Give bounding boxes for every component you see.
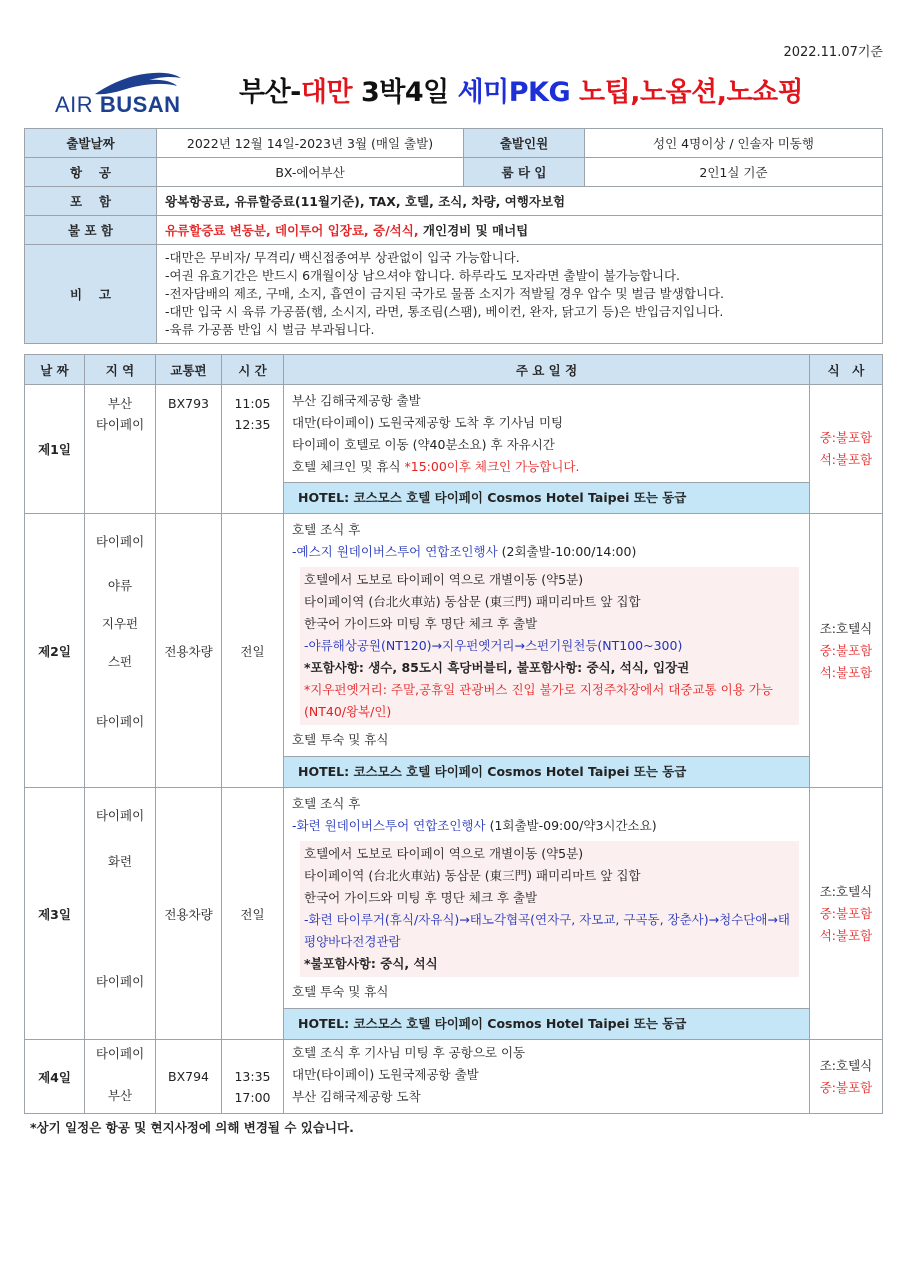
day1-regions [85, 385, 156, 514]
region: 부산 [107, 396, 133, 411]
tour-name: -예스지 원데이버스투어 연합조인행사 [292, 544, 498, 559]
meal: 중:불포함 [819, 1079, 873, 1095]
excl-red: 유류할증료 변동분, 데이투어 입장료, 중/석식, [165, 223, 419, 238]
box-line: 타이페이역 (台北火車站) 동삼문 (東三門) 패미리마트 앞 집합 [304, 594, 641, 609]
meal: 중:불포함 [819, 642, 873, 658]
checkin-note: *15:00이후 체크인 가능합니다. [404, 459, 580, 474]
time: 17:00 [234, 1089, 271, 1105]
day3-main [284, 788, 810, 1040]
checkin-line [284, 456, 809, 478]
region: 타이페이 [95, 417, 145, 432]
meal: 중:불포함 [819, 905, 873, 921]
sched-line: 호텔 조식 후 기사님 미팅 후 공항으로 이동 [292, 1045, 526, 1060]
excl-label: 불 포 함 [25, 216, 157, 245]
box-line: 한국어 가이드와 미팅 후 명단 체크 후 출발 [304, 616, 538, 631]
excl [157, 216, 883, 245]
meal: 중:불포함 [819, 430, 873, 445]
day1-main [284, 385, 810, 514]
schedule-table [24, 354, 883, 1114]
transport: 전용차량 [156, 788, 222, 1040]
logo-busan: BUSAN [99, 92, 181, 117]
memo-label: 비 고 [25, 245, 157, 344]
excl-black: 개인경비 및 매너팁 [418, 223, 529, 238]
sched-line: 호텔 조식 후 [292, 796, 361, 811]
memo [157, 245, 883, 344]
day3-regions [85, 788, 156, 1040]
memo-line: -육류 가공품 반입 시 벌금 부과됩니다. [165, 322, 375, 337]
head-time: 시 간 [222, 355, 284, 385]
transport: BX793 [156, 385, 222, 514]
warning-note: *지우펀옛거리: 주말,공휴일 관광버스 진입 불가로 지정주차장에서 대중교통 이용 가능 (NT40/왕복/인) [304, 682, 773, 719]
region: 화련 [107, 854, 133, 869]
room-label: 룸 타 입 [464, 158, 585, 187]
region: 타이페이 [95, 714, 145, 729]
day4-regions [85, 1040, 156, 1114]
sched-line: 부산 김해국제공항 도착 [292, 1089, 421, 1104]
title-part4: 세미PKG [457, 77, 571, 108]
transport: BX794 [156, 1040, 222, 1114]
box-line: 호텔에서 도보로 타이페이 역으로 개별이동 (약5분) [304, 572, 584, 587]
date-reference: 2022.11.07기준 [783, 45, 883, 60]
head-meal: 식 사 [810, 355, 883, 385]
day-label: 제4일 [25, 1040, 85, 1114]
meal: 석:불포함 [819, 452, 873, 467]
sched-line: 호텔 투숙 및 휴식 [292, 732, 389, 747]
meal: 조:호텔식 [819, 620, 873, 636]
hotel-bar: HOTEL: 코스모스 호텔 타이페이 Cosmos Hotel Taipei 또는 동급 [284, 482, 809, 513]
time: 12:35 [234, 417, 271, 432]
box-line: 타이페이역 (台北火車站) 동삼문 (東三門) 패미리마트 앞 집합 [304, 868, 641, 883]
time: 전일 [222, 514, 284, 788]
day2-row [25, 514, 883, 788]
page-title [239, 70, 803, 109]
hotel-bar: HOTEL: 코스모스 호텔 타이페이 Cosmos Hotel Taipei 또는 동급 [284, 1008, 809, 1039]
meal: 석:불포함 [819, 927, 873, 943]
day-label: 제3일 [25, 788, 85, 1040]
title-part3: 3박4일 [352, 77, 458, 108]
region: 지우펀 [101, 616, 139, 631]
air: BX-에어부산 [157, 158, 464, 187]
exclude-note: *불포함사항: 중식, 석식 [304, 956, 438, 971]
day3-row [25, 788, 883, 1040]
tour-info: (2회출발-10:00/14:00) [497, 544, 637, 559]
logo-text [55, 92, 181, 118]
meeting-box [300, 567, 799, 725]
day4-times [222, 1040, 284, 1114]
head-region: 지 역 [85, 355, 156, 385]
day1-row [25, 385, 883, 514]
sched-line: 대만(타이페이) 도원국제공항 출발 [292, 1067, 479, 1082]
pax-label: 출발인원 [464, 129, 585, 158]
pax: 성인 4명이상 / 인솔자 미동행 [585, 129, 883, 158]
meal: 석:불포함 [819, 664, 873, 680]
meeting-box [300, 841, 799, 977]
incl-label: 포 함 [25, 187, 157, 216]
checkin: 호텔 체크인 및 휴식 [292, 459, 405, 474]
air-label: 항 공 [25, 158, 157, 187]
region: 부산 [107, 1088, 133, 1103]
title-part2: 대만 [300, 77, 353, 108]
memo-line: -전자담배의 제조, 구매, 소지, 흡연이 금지된 국가로 물품 소지가 적발될 경우 압수 및 벌금 발생합니다. [165, 286, 725, 301]
route-line: -야류해상공원(NT120)→지우펀옛거리→스펀기원천등(NT100~300) [304, 638, 683, 653]
head-main: 주 요 일 정 [284, 355, 810, 385]
day4-main [284, 1040, 810, 1114]
meal: 조:호텔식 [819, 883, 873, 899]
region: 타이페이 [95, 534, 145, 549]
day3-meals [810, 788, 883, 1040]
day2-meals [810, 514, 883, 788]
day1-meals [810, 385, 883, 514]
region: 야류 [107, 578, 133, 593]
box-line: 호텔에서 도보로 타이페이 역으로 개별이동 (약5분) [304, 846, 584, 861]
depart-date: 2022년 12월 14일-2023년 3월 (매일 출발) [157, 129, 464, 158]
room: 2인1실 기준 [585, 158, 883, 187]
head-day: 날 짜 [25, 355, 85, 385]
sched-line: 타이페이 호텔로 이동 (약40분소요) 후 자유시간 [292, 437, 555, 452]
region: 타이페이 [95, 974, 145, 989]
route-line: -화련 타이루거(휴식/자유식)→태노각협곡(연자구, 자모교, 구곡동, 장춘사)→청수단애→태평양바다전경관람 [304, 912, 790, 949]
day1-times [222, 385, 284, 514]
tour-name: -화련 원데이버스투어 연합조인행사 [292, 818, 486, 833]
sched-line: 호텔 조식 후 [292, 522, 361, 537]
region: 타이페이 [95, 808, 145, 823]
title-part1: 부산- [239, 77, 301, 108]
sched-line: 부산 김해국제공항 출발 [292, 393, 421, 408]
memo-line: -여권 유효기간은 반드시 6개월이상 남으셔야 합니다. 하루라도 모자라면 출발이 불가능합니다. [165, 268, 681, 283]
day4-meals [810, 1040, 883, 1114]
depart-date-label: 출발날짜 [25, 129, 157, 158]
footnote: *상기 일정은 항공 및 현지사정에 의해 변경될 수 있습니다. [30, 1120, 354, 1135]
head-transport: 교통편 [156, 355, 222, 385]
region: 스펀 [107, 654, 133, 669]
sched-line: 대만(타이페이) 도원국제공항 도착 후 기사님 미팅 [292, 415, 564, 430]
tour-line [284, 815, 809, 837]
logo-air: AIR [55, 92, 94, 117]
time: 전일 [222, 788, 284, 1040]
day4-row [25, 1040, 883, 1114]
include-note: *포함사항: 생수, 85도시 흑당버블티, 불포함사항: 중식, 석식, 입장권 [304, 660, 690, 675]
tour-info: (1회출발-09:00/약3시간소요) [485, 818, 657, 833]
title-part5: 노팁,노옵션,노쇼핑 [570, 77, 804, 108]
hotel-bar: HOTEL: 코스모스 호텔 타이페이 Cosmos Hotel Taipei 또는 동급 [284, 756, 809, 787]
region: 타이페이 [95, 1046, 145, 1061]
transport: 전용차량 [156, 514, 222, 788]
day-label: 제1일 [25, 385, 85, 514]
day2-main [284, 514, 810, 788]
incl: 왕복항공료, 유류할증료(11월기준), TAX, 호텔, 조식, 차량, 여행자보험 [157, 187, 883, 216]
box-line: 한국어 가이드와 미팅 후 명단 체크 후 출발 [304, 890, 538, 905]
memo-line: -대만 입국 시 육류 가공품(햄, 소시지, 라면, 통조림(스팸), 베이컨, 완자, 닭고기 등)은 반입금지입니다. [165, 304, 724, 319]
day2-regions [85, 514, 156, 788]
memo-line: -대만은 무비자/ 무격리/ 백신접종여부 상관없이 입국 가능합니다. [165, 250, 520, 265]
day-label: 제2일 [25, 514, 85, 788]
meal: 조:호텔식 [819, 1057, 873, 1073]
airbusan-logo [55, 70, 185, 120]
time: 11:05 [234, 396, 271, 411]
info-table [24, 128, 883, 344]
sched-line: 호텔 투숙 및 휴식 [292, 984, 389, 999]
tour-line [284, 541, 809, 563]
time: 13:35 [234, 1068, 271, 1084]
